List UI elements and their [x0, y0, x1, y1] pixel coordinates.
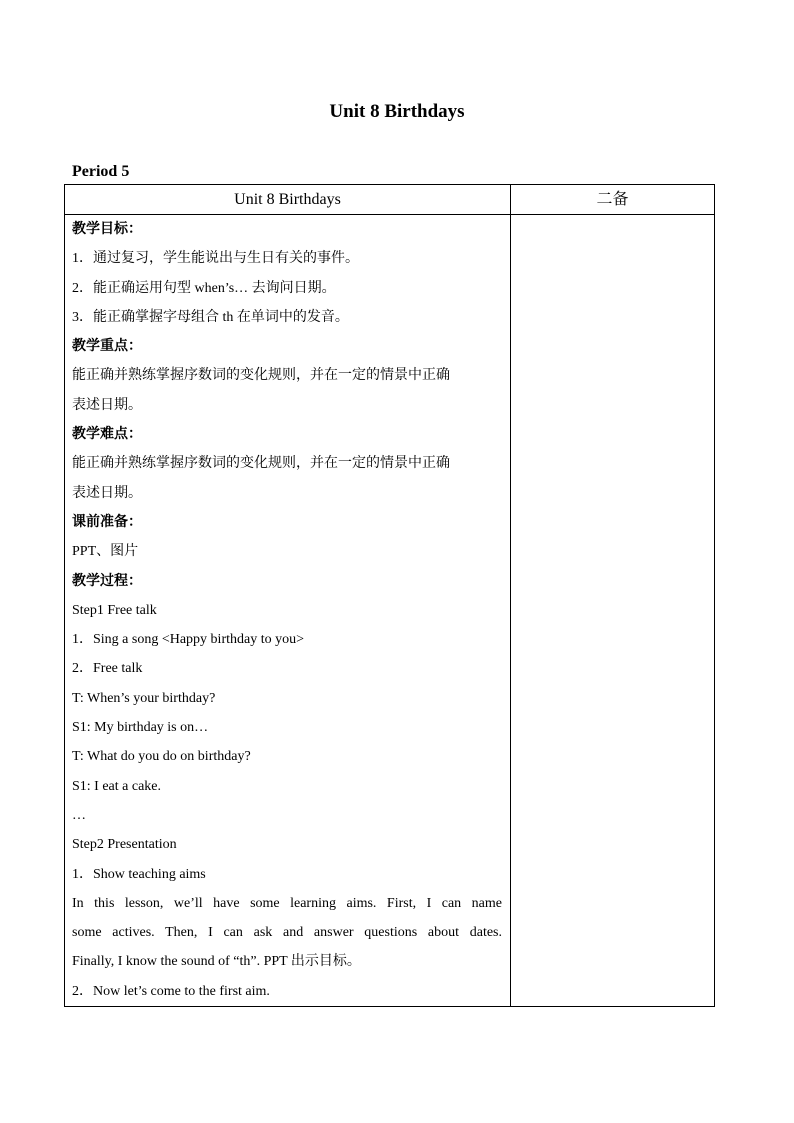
objectives-heading: 教学目标： [72, 222, 142, 237]
dialog-line: S1: I eat a cake. [72, 778, 162, 794]
paragraph-line: In this lesson, we’ll have some learning aims. First, I can name [72, 895, 502, 911]
header-main-cell: Unit 8 Birthdays [65, 185, 511, 215]
ellipsis-line: … [72, 807, 86, 823]
step-title: Step2 Presentation [72, 837, 177, 853]
step-item: 2．Free talk [72, 661, 143, 677]
preparation-heading: 课前准备： [72, 514, 142, 530]
objective-item: 2．能正确运用句型 when’s… 去询问日期。 [72, 280, 336, 296]
objective-item: 1．通过复习，学生能说出与生日有关的事件。 [72, 251, 359, 267]
table-body-row [65, 215, 715, 1007]
header-side-cell: 二备 [511, 185, 715, 215]
paragraph-line: Finally, I know the sound of “th”. PPT 出示目标。 [72, 954, 361, 970]
document-title: Unit 8 Birthdays [329, 101, 465, 122]
step-item: 2．Now let’s come to the first aim. [72, 983, 270, 999]
paragraph-line: some actives. Then, I can ask and answer questions about dates. [72, 925, 502, 941]
side-notes-cell [511, 215, 715, 1007]
step-item: 1．Show teaching aims [72, 866, 206, 882]
key-points-heading: 教学重点： [72, 339, 142, 355]
table-header-row [65, 185, 715, 215]
process-heading: 教学过程： [72, 573, 142, 589]
step-title: Step1 Free talk [72, 602, 157, 618]
period-label: Period 5 [72, 163, 130, 180]
lesson-plan-table [64, 184, 715, 1007]
dialog-line: S1: My birthday is on… [72, 720, 209, 736]
difficult-points-heading: 教学难点： [72, 427, 142, 443]
step-item: 1．Sing a song <Happy birthday to you> [72, 632, 304, 648]
dialog-line: T: When’s your birthday? [72, 690, 216, 706]
dialog-line: T: What do you do on birthday? [72, 749, 251, 765]
lesson-content-cell [65, 215, 511, 1007]
key-points-text: 能正确并熟练掌握序数词的变化规则，并在一定的情景中正确 [72, 368, 450, 384]
objective-item: 3．能正确掌握字母组合 th 在单词中的发音。 [72, 309, 349, 325]
preparation-text: PPT、图片 [72, 544, 139, 560]
difficult-points-text: 表述日期。 [72, 485, 142, 501]
key-points-text: 表述日期。 [72, 397, 142, 413]
difficult-points-text: 能正确并熟练掌握序数词的变化规则，并在一定的情景中正确 [72, 456, 450, 472]
